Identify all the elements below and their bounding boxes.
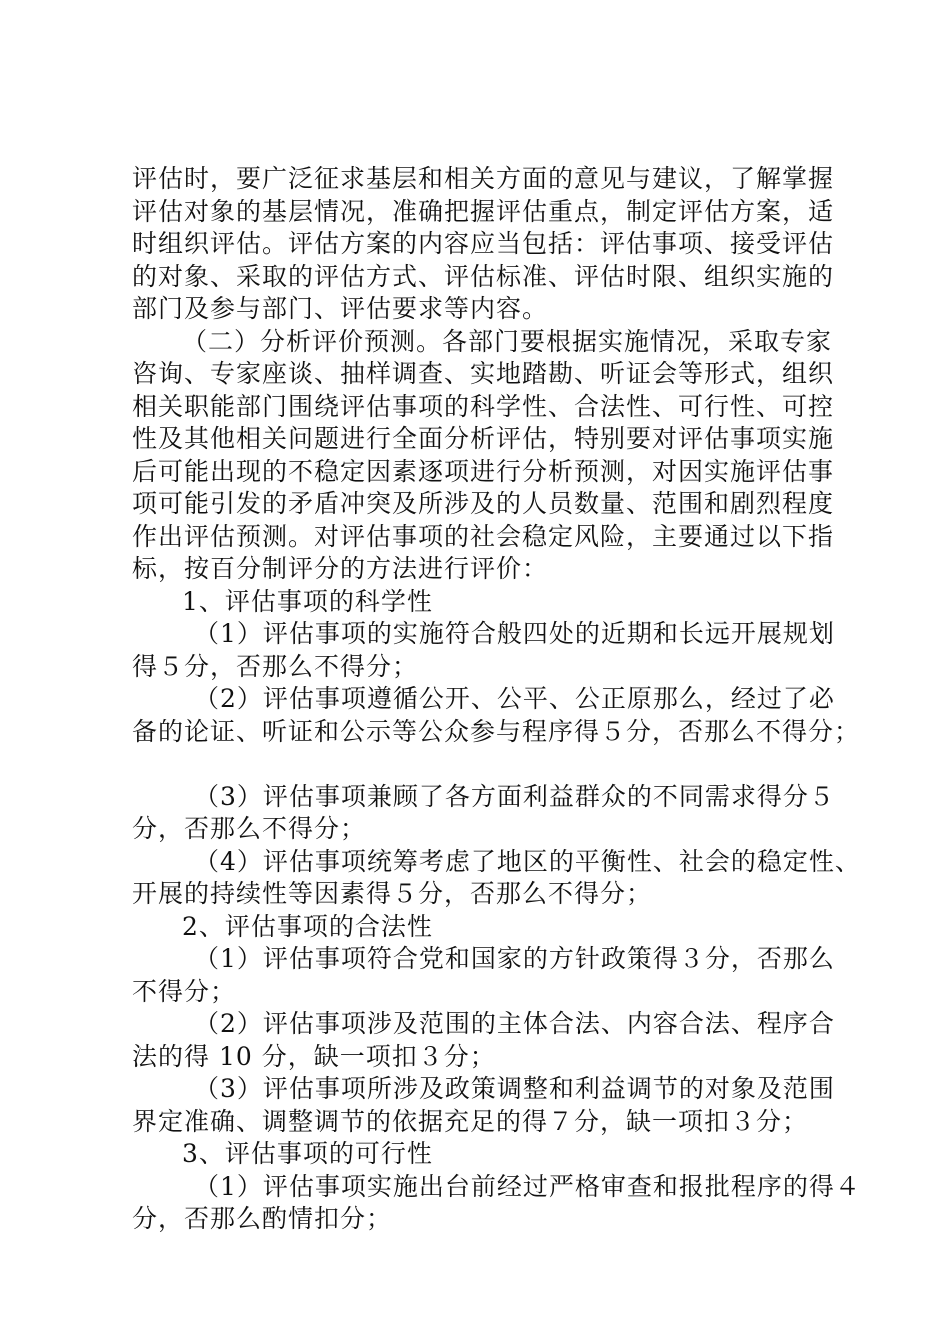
paragraph-line: 咨询、专家座谈、抽样调查、实地踏勘、听证会等形式，组织 (132, 359, 835, 388)
list-item-line: （4）评估事项统筹考虑了地区的平衡性、社会的稳定性、 (194, 846, 861, 876)
subheading-line: 1、评估事项的科学性 (182, 586, 433, 616)
subheading-line: 3、评估事项的可行性 (182, 1139, 433, 1168)
paragraph-line: 界定准确、调整调节的依据充足的得７分，缺一项扣３分； (132, 1106, 809, 1136)
paragraph-line: 项可能引发的矛盾冲突及所涉及的人员数量、范围和剧烈程度 (132, 489, 835, 518)
list-item-line: （3）评估事项兼顾了各方面利益群众的不同需求得分５ (194, 781, 835, 811)
list-item-line: （3）评估事项所涉及政策调整和利益调节的对象及范围 (194, 1074, 835, 1103)
section-heading-line: （二）分析评价预测。各部门要根据实施情况，采取专家 (182, 326, 833, 356)
list-item-line: （1）评估事项的实施符合般四处的近期和长远开展规划 (194, 619, 835, 648)
paragraph-line: 标，按百分制评分的方法进行评价： (132, 554, 549, 583)
paragraph-line: 的对象、采取的评估方式、评估标准、评估时限、组织实施的 (132, 261, 835, 291)
subheading-line: 2、评估事项的合法性 (182, 911, 433, 941)
paragraph-line: 评估时，要广泛征求基层和相关方面的意见与建议，了解掌握 (132, 164, 835, 193)
paragraph-line: 后可能出现的不稳定因素逐项进行分析预测，对因实施评估事 (132, 456, 835, 486)
list-item-line: （1）评估事项实施出台前经过严格审查和报批程序的得４ (194, 1171, 861, 1201)
document-body (132, 163, 861, 1236)
paragraph-line: 相关职能部门围绕评估事项的科学性、合法性、可行性、可控 (132, 391, 835, 421)
paragraph-line: 部门及参与部门、评估要求等内容。 (132, 294, 549, 323)
paragraph-line: 备的论证、听证和公示等公众参与程序得５分，否那么不得分； (132, 716, 861, 746)
paragraph-line: 不得分； (132, 976, 237, 1006)
blank-line (132, 748, 832, 781)
paragraph-line: 法的得 10 分，缺一项扣３分； (132, 1041, 496, 1071)
paragraph-line: 时组织评估。评估方案的内容应当包括：评估事项、接受评估 (132, 229, 835, 258)
paragraph-line: 分，否那么酌情扣分； (132, 1204, 393, 1233)
paragraph-line: 分，否那么不得分； (132, 814, 367, 843)
list-item-line: （2）评估事项遵循公开、公平、公正原那么，经过了必 (194, 684, 835, 713)
list-item-line: （1）评估事项符合党和国家的方针政策得３分，否那么 (194, 944, 835, 973)
list-item-line: （2）评估事项涉及范围的主体合法、内容合法、程序合 (194, 1009, 835, 1038)
paragraph-line: 作出评估预测。对评估事项的社会稳定风险，主要通过以下指 (132, 521, 835, 551)
paragraph-line: 得５分，否那么不得分； (132, 651, 419, 681)
paragraph-line: 评估对象的基层情况，准确把握评估重点，制定评估方案，适 (132, 196, 835, 226)
paragraph-line: 开展的持续性等因素得５分，否那么不得分； (132, 879, 653, 908)
paragraph-line: 性及其他相关问题进行全面分析评估，特别要对评估事项实施 (132, 424, 835, 453)
